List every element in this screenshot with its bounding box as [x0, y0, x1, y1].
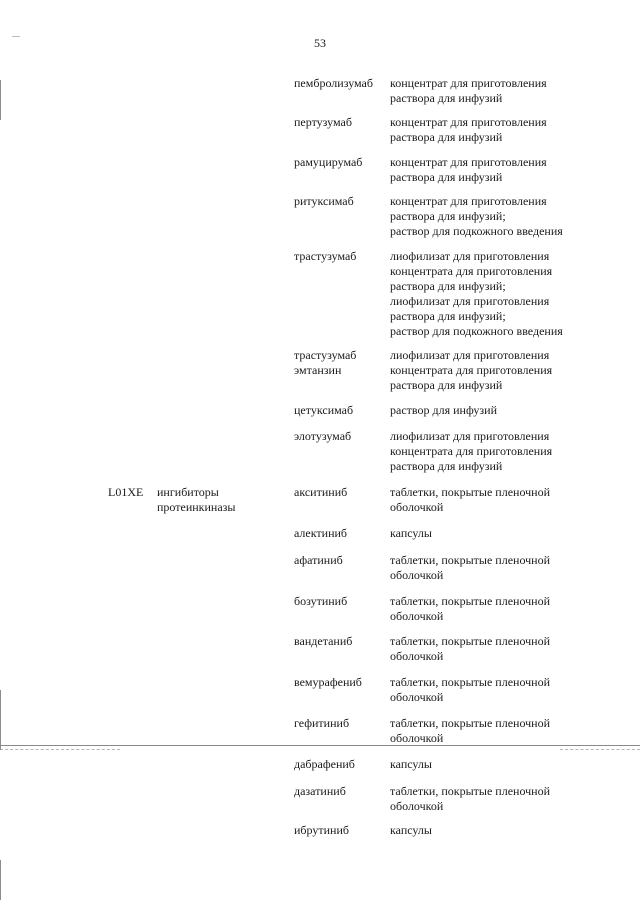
- page-separator-dash: [560, 749, 640, 750]
- dosage-form-line: оболочкой: [390, 568, 444, 582]
- drug-name: вандетаниб: [294, 634, 353, 648]
- drug-name: вемурафениб: [294, 675, 362, 689]
- dosage-form-line: оболочкой: [390, 500, 444, 514]
- dosage-form-line: оболочкой: [390, 731, 444, 745]
- drug-name: трастузумаб: [294, 249, 357, 263]
- dosage-form: [390, 76, 630, 106]
- dosage-form-line: концентрат для приготовления: [390, 155, 547, 169]
- drug-name: дазатиниб: [294, 784, 346, 798]
- page-number: 53: [314, 36, 326, 50]
- drug-name: алектиниб: [294, 526, 348, 540]
- drug-name: ритуксимаб: [294, 194, 354, 208]
- dosage-form: [390, 757, 630, 772]
- dosage-form: [390, 675, 630, 705]
- scan-artifact: [0, 690, 1, 750]
- drug-name: бозутиниб: [294, 594, 348, 608]
- dosage-form: [390, 194, 630, 239]
- dosage-form-line: таблетки, покрытые пленочной: [390, 675, 551, 689]
- dosage-form: [390, 115, 630, 145]
- dosage-form-line: раствора для инфузий: [390, 459, 503, 473]
- dosage-form-line: раствора для инфузий: [390, 130, 503, 144]
- dosage-form-line: концентрата для приготовления: [390, 363, 553, 377]
- dosage-form-line: капсулы: [390, 757, 432, 771]
- dosage-form-line: оболочкой: [390, 609, 444, 623]
- scan-artifact: [0, 80, 1, 120]
- drug-name: афатиниб: [294, 553, 343, 567]
- dosage-form: [390, 784, 630, 814]
- dosage-form: [390, 634, 630, 664]
- dosage-form-line: таблетки, покрытые пленочной: [390, 784, 551, 798]
- page-separator: [0, 745, 640, 746]
- dosage-form: [390, 155, 630, 185]
- dosage-form: [390, 429, 630, 474]
- dosage-form-line: таблетки, покрытые пленочной: [390, 594, 551, 608]
- dosage-form-line: раствора для инфузий: [390, 91, 503, 105]
- atc-code: L01XE: [108, 485, 144, 499]
- drug-name: рамуцирумаб: [294, 155, 363, 169]
- dosage-form-line: оболочкой: [390, 799, 444, 813]
- drug-name: дабрафениб: [294, 757, 355, 771]
- scan-artifact: [12, 36, 20, 37]
- dosage-form-line: концентрата для приготовления: [390, 264, 553, 278]
- drug-name: пембролизумаб: [294, 76, 373, 90]
- drug-name: гефитиниб: [294, 716, 350, 730]
- dosage-form-line: таблетки, покрытые пленочной: [390, 634, 551, 648]
- dosage-form-line: капсулы: [390, 526, 432, 540]
- group-name: ингибиторы протеинкиназы: [157, 485, 236, 514]
- scan-artifact: [0, 860, 1, 900]
- dosage-form: [390, 249, 630, 339]
- dosage-form-line: лиофилизат для приготовления: [390, 348, 550, 362]
- dosage-form: [390, 348, 630, 393]
- dosage-form-line: концентрата для приготовления: [390, 444, 553, 458]
- dosage-form-line: раствора для инфузий;: [390, 279, 506, 293]
- dosage-form: [390, 526, 630, 541]
- drug-name: пертузумаб: [294, 115, 352, 129]
- drug-name: элотузумаб: [294, 429, 352, 443]
- dosage-form-line: раствор для инфузий: [390, 403, 497, 417]
- dosage-form-line: лиофилизат для приготовления: [390, 249, 550, 263]
- dosage-form-line: раствора для инфузий: [390, 170, 503, 184]
- dosage-form-line: таблетки, покрытые пленочной: [390, 485, 551, 499]
- dosage-form: [390, 823, 630, 838]
- dosage-form-line: лиофилизат для приготовления: [390, 429, 550, 443]
- dosage-form-line: оболочкой: [390, 690, 444, 704]
- dosage-form-line: оболочкой: [390, 649, 444, 663]
- dosage-form-line: капсулы: [390, 823, 432, 837]
- drug-name: ибрутиниб: [294, 823, 349, 837]
- dosage-form: [390, 553, 630, 583]
- dosage-form-line: таблетки, покрытые пленочной: [390, 716, 551, 730]
- dosage-form: [390, 716, 630, 746]
- dosage-form-line: раствор для подкожного введения: [390, 224, 563, 238]
- dosage-form-line: раствора для инфузий;: [390, 309, 506, 323]
- drug-name: цетуксимаб: [294, 403, 354, 417]
- dosage-form-line: раствора для инфузий: [390, 378, 503, 392]
- dosage-form: [390, 594, 630, 624]
- dosage-form: [390, 403, 630, 418]
- dosage-form-line: концентрат для приготовления: [390, 76, 547, 90]
- dosage-form-line: концентрат для приготовления: [390, 194, 547, 208]
- page-separator-dash: [0, 749, 120, 750]
- drug-name: акситиниб: [294, 485, 348, 499]
- dosage-form-line: концентрат для приготовления: [390, 115, 547, 129]
- dosage-form-line: лиофилизат для приготовления: [390, 294, 550, 308]
- drug-name: трастузумаб эмтанзин: [294, 348, 357, 377]
- dosage-form: [390, 485, 630, 515]
- dosage-form-line: раствор для подкожного введения: [390, 324, 563, 338]
- dosage-form-line: таблетки, покрытые пленочной: [390, 553, 551, 567]
- dosage-form-line: раствора для инфузий;: [390, 209, 506, 223]
